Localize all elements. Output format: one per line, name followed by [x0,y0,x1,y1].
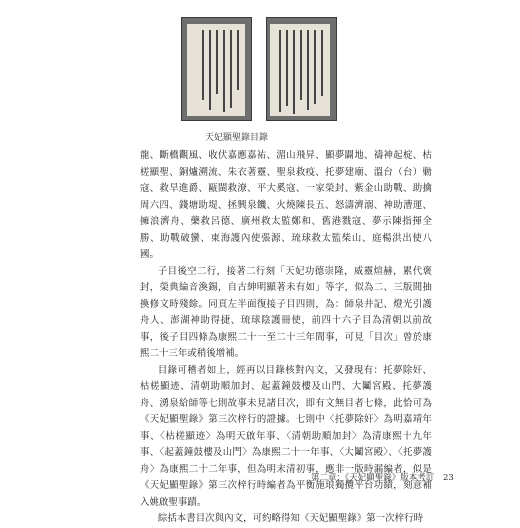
right-page-photo [266,17,337,121]
paragraph-3: 目錄可稽者如上，經再以目錄核對內文，又發現有：托夢除奸、枯槎顯迹、清朝助順加封、起蓋鐘鼓樓及山門、大鬮宮殿、托夢護舟、湧泉給師等七則故事未見諸目次，即有文無目者七條，此恰可為《天妃顯聖錄》第三次梓行的證據。七則中〈托夢除奸〉為明嘉靖年事、〈枯槎顯迹〉為明天啟年事、〈清朝助順加封〉為清康熙十九年事、〈起蓋鐘鼓樓及山門〉為康熙二十一年事、〈大鬮宮殿〉、〈托夢護舟〉為康熙二十二年事，但為明末清初事，應非一版時漏編者，似是《天妃顯聖錄》第三次梓行時編者為平衡施琅獨攬平台功績，刻意補入姚啟聖事蹟。 [140,364,432,508]
page-number: 23 [442,473,454,483]
paragraph-2: 子目後空二行，接著二行刻「天妃功德崇隆，威靈煊赫，累代褒封，榮典綸音渙錫，自古紳明顯著未有如」等字，似為二、三版間抽換修文時殘餘。同頁左半面復接子目四則，為：師泉井記、燈光引護舟人、澎湖神助得捷、琉球陰護冊使，前四十六子目為清朝以前故事，後子目四條為康熙二十一至二十三年間事，可見「目次」曾於康熙二十三年或稍後增補。 [140,265,432,359]
left-page-photo [181,17,252,121]
chapter-title: 第二章：《天妃顯聖錄》版本考訂 [311,473,435,483]
figure-caption: 天妃顯聖錄目錄 [205,133,269,143]
paragraph-4: 綜括本書目次與內文，可約略得知《天妃顯聖錄》第一次梓行時 [157,513,424,524]
paragraph-1: 龍、斷橋觀風、收伏嘉應嘉祐、湄山飛昇、顯夢闢地、禱神起椗、枯槎顯聖、銅爐溯流、朱衣著靈、聖泉救疫、托夢建廟、溫台（台）勦寇、救旱進爵、甌閩救潦、平大奚寇、一家榮封、紫金山助戰、助擒周六四、錢塘助堤、拯興泉饑、火燒陳長五、怒濤濟溺、神助漕運、擁浪濟舟、藥救呂德、廣州救太監鄭和、舊港戮寇、夢示陳指揮全勝、助戰破蠻、東海護內使張源、琉球救太監柴山、庭楊洪出使八國。 [140,150,432,260]
figure [181,17,341,122]
page-footer [311,471,454,483]
